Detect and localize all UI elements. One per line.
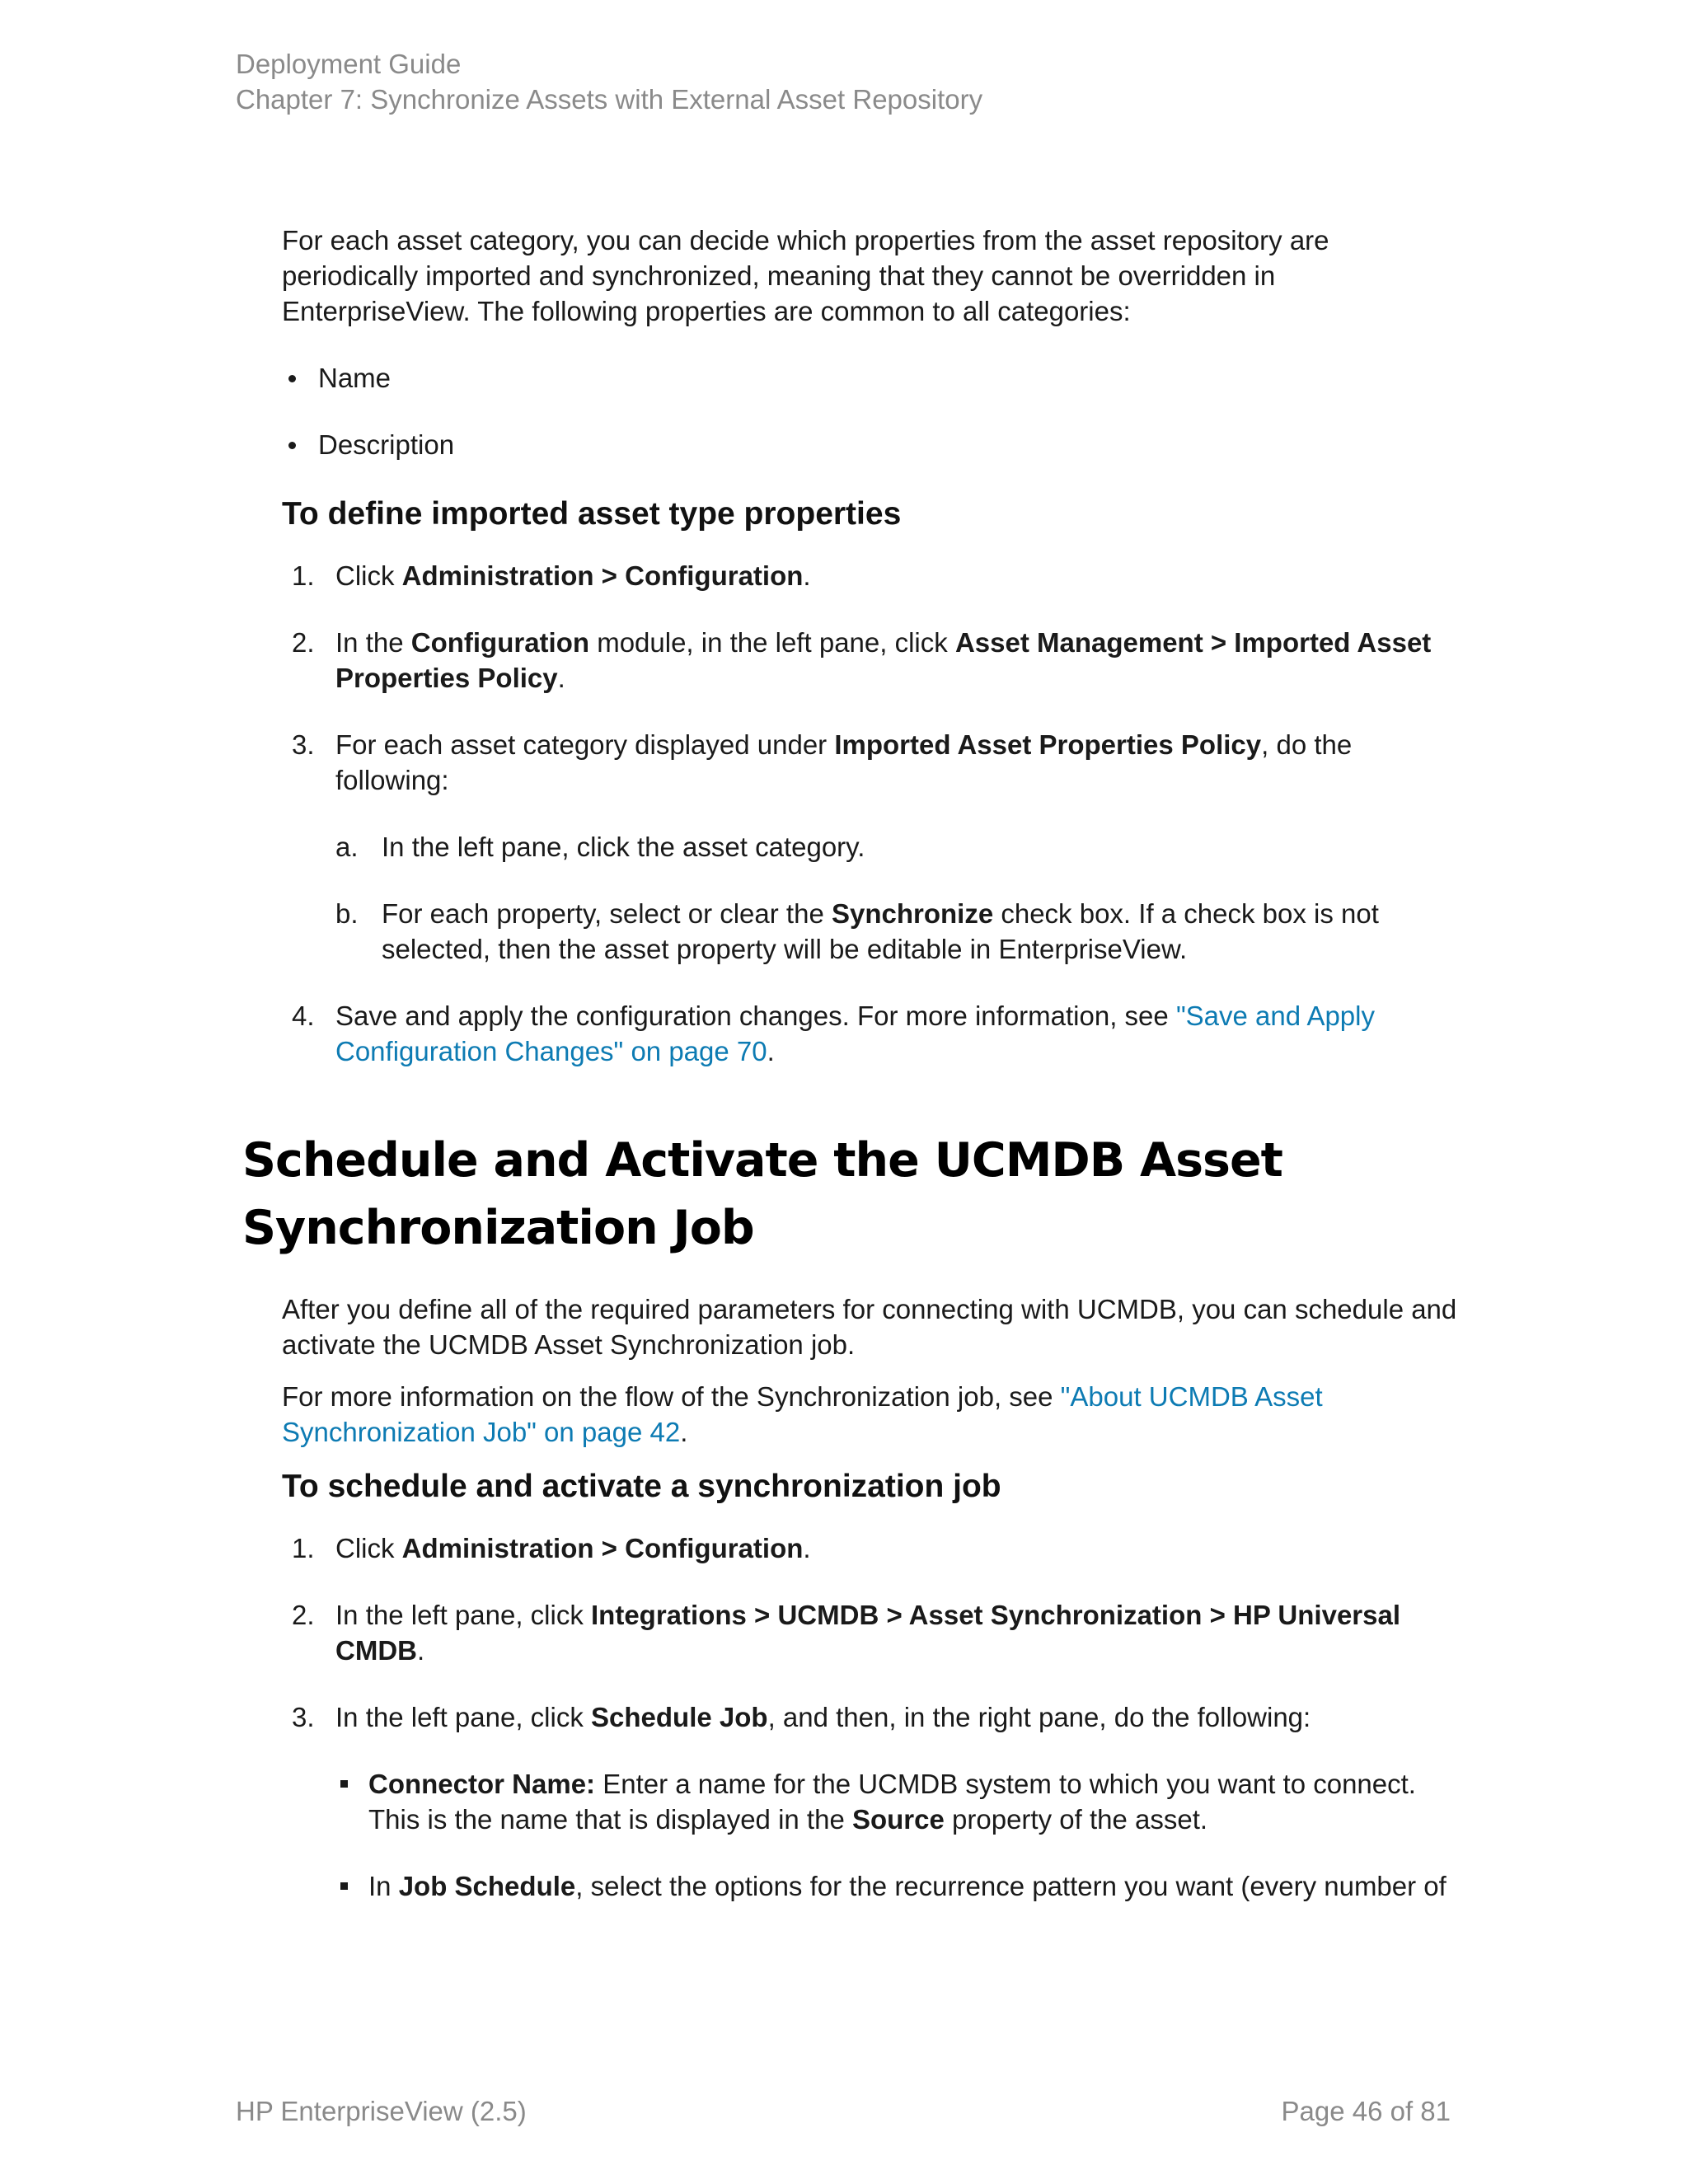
ui-path: Administration > Configuration xyxy=(401,1533,804,1563)
substep-text: In the left pane, click the asset category. xyxy=(382,832,865,862)
running-header xyxy=(236,46,982,117)
option-item xyxy=(335,1868,1461,1904)
step-number: 3. xyxy=(292,729,315,760)
option-list xyxy=(335,1766,1461,1904)
section-paragraph xyxy=(282,1379,1461,1450)
step-text: . xyxy=(803,560,811,591)
step-text: Click xyxy=(335,1533,402,1563)
procedure-steps xyxy=(282,1530,1461,1904)
substep-letter: b. xyxy=(335,898,359,929)
footer-page-number: Page 46 of 81 xyxy=(1281,2096,1451,2126)
option-text: , select the options for the recurrence pattern you want (every number of xyxy=(575,1871,1447,1901)
ui-term: Source xyxy=(851,1804,945,1835)
step-text: In the left pane, click xyxy=(335,1702,592,1732)
procedure-heading: To define imported asset type properties xyxy=(282,496,902,532)
step-item xyxy=(282,1699,1461,1904)
step-item xyxy=(282,998,1461,1069)
step-number: 3. xyxy=(292,1702,315,1732)
step-text: In the left pane, click xyxy=(335,1600,592,1630)
step-item xyxy=(282,727,1461,967)
ui-path: Asset Management > Imported Asset Properties Policy xyxy=(335,627,1432,693)
step-text: . xyxy=(767,1036,775,1066)
option-text: In xyxy=(368,1871,399,1901)
step-text: . xyxy=(557,663,565,693)
ui-term: Imported Asset Properties Policy xyxy=(834,729,1262,760)
option-text: Enter a name for the UCMDB system to which you want to connect. This is the name that is displayed in the xyxy=(368,1769,1416,1835)
step-text: In the xyxy=(335,627,411,658)
cross-reference-link[interactable]: "About UCMDB Asset Synchronization Job" on page 42 xyxy=(282,1381,1323,1447)
ui-term: Configuration xyxy=(410,627,590,658)
paragraph-text: For more information on the flow of the Synchronization job, see xyxy=(282,1381,1061,1412)
list-item: Description xyxy=(282,427,1461,462)
section-paragraph: After you define all of the required parameters for connecting with UCMDB, you can schedule and activate the UCMDB Asset Synchronization job. xyxy=(282,1294,1457,1360)
step-text: . xyxy=(416,1635,425,1666)
step-text: Click xyxy=(335,560,402,591)
page-body xyxy=(242,223,1461,1935)
substep-text: For each property, select or clear the xyxy=(382,898,832,929)
footer-product: HP EnterpriseView (2.5) xyxy=(236,2096,527,2126)
intro-paragraph: For each asset category, you can decide which properties from the asset repository are periodically imported and synchronized, meaning that they cannot be overridden in EnterpriseView. The following properties are common to all categories: xyxy=(282,225,1329,326)
step-item xyxy=(282,1530,1461,1566)
procedure-steps xyxy=(282,558,1461,1069)
procedure-heading: To schedule and activate a synchronization job xyxy=(282,1469,1001,1504)
substep-item xyxy=(335,829,1461,865)
step-text: . xyxy=(803,1533,811,1563)
step-number: 1. xyxy=(292,1533,315,1563)
step-number: 1. xyxy=(292,560,315,591)
ui-path: Integrations > UCMDB > Asset Synchronization > HP Universal CMDB xyxy=(335,1600,1401,1666)
common-properties-list xyxy=(282,360,1461,462)
step-text: , and then, in the right pane, do the following: xyxy=(767,1702,1311,1732)
step-item xyxy=(282,625,1461,696)
ui-term: Job Schedule xyxy=(398,1871,576,1901)
field-name: Connector Name: xyxy=(368,1769,596,1799)
document-title: Deployment Guide xyxy=(236,49,462,79)
chapter-title: Chapter 7: Synchronize Assets with External Asset Repository xyxy=(236,84,983,115)
option-item xyxy=(335,1766,1461,1837)
paragraph-text: . xyxy=(680,1417,688,1447)
option-text: property of the asset. xyxy=(944,1804,1208,1835)
step-number: 4. xyxy=(292,1001,315,1031)
substeps xyxy=(335,829,1461,967)
section-title: Schedule and Activate the UCMDB Asset Synchronization Job xyxy=(242,1133,1282,1255)
step-number: 2. xyxy=(292,627,315,658)
substep-letter: a. xyxy=(335,832,359,862)
substep-text: check box. If a check box is not selected, then the asset property will be editable in EnterpriseView. xyxy=(382,898,1379,964)
substep-item xyxy=(335,896,1461,967)
step-text: Save and apply the configuration changes. For more information, see xyxy=(335,1001,1176,1031)
list-item: Name xyxy=(282,360,1461,396)
step-text: module, in the left pane, click xyxy=(589,627,955,658)
ui-term: Synchronize xyxy=(831,898,994,929)
step-number: 2. xyxy=(292,1600,315,1630)
step-item xyxy=(282,1597,1461,1668)
step-text: , do the following: xyxy=(335,729,1353,795)
ui-path: Administration > Configuration xyxy=(401,560,804,591)
step-item xyxy=(282,558,1461,593)
cross-reference-link[interactable]: "Save and Apply Configuration Changes" on page 70 xyxy=(335,1001,1375,1066)
step-text: For each asset category displayed under xyxy=(335,729,835,760)
ui-term: Schedule Job xyxy=(591,1702,768,1732)
